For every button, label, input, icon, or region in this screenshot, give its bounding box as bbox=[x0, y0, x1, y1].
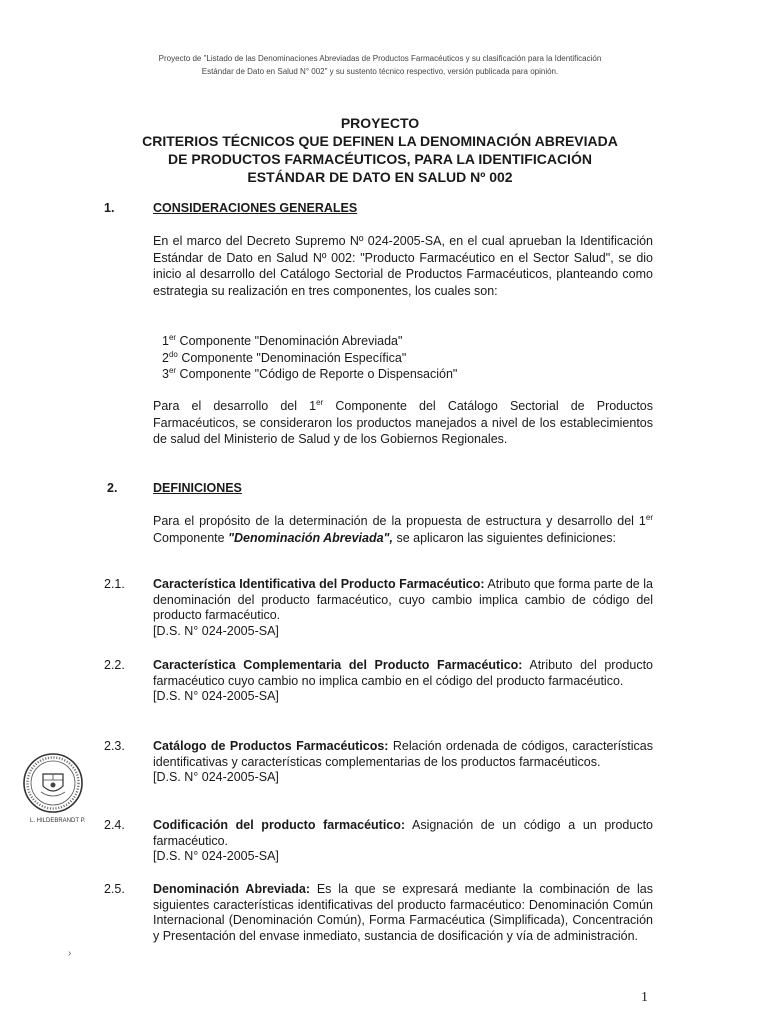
title-line-3: DE PRODUCTOS FARMACÉUTICOS, PARA LA IDENTIFICACIÓN bbox=[168, 151, 592, 167]
section-2-number: 2. bbox=[107, 481, 118, 495]
header-line-2: Estándar de Dato en Salud N° 002" y su sustento técnico respectivo, versión publicada para opinión. bbox=[201, 67, 559, 76]
definition-item: Característica Identificativa del Producto Farmacéutico: Atributo que forma parte de la denominación del producto farmacéutico, cuyo cambio implica cambio de código del producto farmacéutico. [D.S. N° 024-2005-SA] bbox=[153, 577, 653, 638]
official-seal-icon bbox=[22, 752, 84, 814]
components-list bbox=[162, 333, 457, 383]
definition-term: Codificación del producto farmacéutico: bbox=[153, 818, 406, 832]
definition-term: Característica Identificativa del Producto Farmacéutico: bbox=[153, 577, 485, 591]
seal-caption: L. HILDEBRANDT P. bbox=[30, 818, 86, 824]
component-item-1: 1er Componente "Denominación Abreviada" bbox=[162, 333, 403, 348]
section-1-title: CONSIDERACIONES GENERALES bbox=[153, 201, 358, 215]
definition-term: Denominación Abreviada: bbox=[153, 882, 311, 896]
margin-mark: › bbox=[68, 948, 72, 959]
definition-number: 2.2. bbox=[104, 658, 125, 672]
title-line-4: ESTÁNDAR DE DATO EN SALUD Nº 002 bbox=[247, 169, 513, 185]
document-header-note bbox=[60, 52, 700, 78]
definition-reference: [D.S. N° 024-2005-SA] bbox=[153, 770, 279, 784]
definition-number: 2.1. bbox=[104, 577, 125, 591]
section-1-number: 1. bbox=[104, 201, 115, 215]
definition-term: Catálogo de Productos Farmacéuticos: bbox=[153, 739, 389, 753]
definition-number: 2.4. bbox=[104, 818, 125, 832]
title-line-1: PROYECTO bbox=[340, 115, 420, 131]
definition-item: Característica Complementaria del Producto Farmacéutico: Atributo del producto farmacéutico cuyo cambio no implica cambio en el código del producto farmacéutico. [D.S. N° 024-2005-SA] bbox=[153, 658, 654, 703]
definition-item: Denominación Abreviada: Es la que se expresará mediante la combinación de las siguientes características identificativas del producto farmacéutico: Denominación Común Internacional (Denominación Común), Forma Farmacéutica (Simplificada), Concentración y Presentación del envase inmediato, sustancia de dosificación y vía de administración. bbox=[153, 882, 653, 943]
section-2-intro: Para el propósito de la determinación de la propuesta de estructura y desarrollo del 1er Componente "Denominación Abreviada", se aplicaron las siguientes definiciones: bbox=[153, 513, 653, 545]
definition-item: Codificación del producto farmacéutico: Asignación de un código a un producto farmacéutico. [D.S. N° 024-2005-SA] bbox=[153, 818, 653, 863]
title-line-2: CRITERIOS TÉCNICOS QUE DEFINEN LA DENOMINACIÓN ABREVIADA bbox=[142, 133, 618, 149]
definition-reference: [D.S. N° 024-2005-SA] bbox=[153, 623, 279, 638]
document-title bbox=[90, 114, 670, 186]
definition-number: 2.5. bbox=[104, 882, 125, 896]
definition-term: Característica Complementaria del Producto Farmacéutico: bbox=[153, 658, 523, 672]
definition-reference: [D.S. N° 024-2005-SA] bbox=[153, 689, 279, 703]
definition-item: Catálogo de Productos Farmacéuticos: Relación ordenada de códigos, características identificativas y características complementarias de los productos farmacéuticos. [D.S. N° 024-2005-SA] bbox=[153, 739, 654, 784]
section-2-title: DEFINICIONES bbox=[153, 481, 242, 495]
definition-number: 2.3. bbox=[104, 739, 125, 753]
header-line-1: Proyecto de "Listado de las Denominaciones Abreviadas de Productos Farmacéuticos y su clasificación para la Identificación bbox=[158, 54, 602, 63]
component-item-2: $2^{do}$ Componente "Denominación Específica" bbox=[162, 349, 407, 365]
page-number: 1 bbox=[641, 990, 648, 1005]
component-item-3: 3er Componente "Código de Reporte o Dispensación" bbox=[162, 366, 458, 381]
section-1-paragraph-2: Para el desarrollo del 1er Componente del Catálogo Sectorial de Productos Farmacéuticos, se consideraron los productos manejados a nivel de los establecimientos de salud del Ministerio de Salud y de los Gobiernos Regionales. bbox=[153, 398, 654, 446]
section-1-paragraph-1: En el marco del Decreto Supremo Nº 024-2005-SA, en el cual aprueban la Identificación Estándar de Dato en Salud Nº 002: "Producto Farmacéutico en el Sector Salud", se dio inicio al desarrollo del Catálogo Sectorial de Productos Farmacéuticos, planteando como estrategia su realización en tres componentes, los cuales son: bbox=[153, 234, 653, 298]
definition-reference: [D.S. N° 024-2005-SA] bbox=[153, 849, 279, 863]
